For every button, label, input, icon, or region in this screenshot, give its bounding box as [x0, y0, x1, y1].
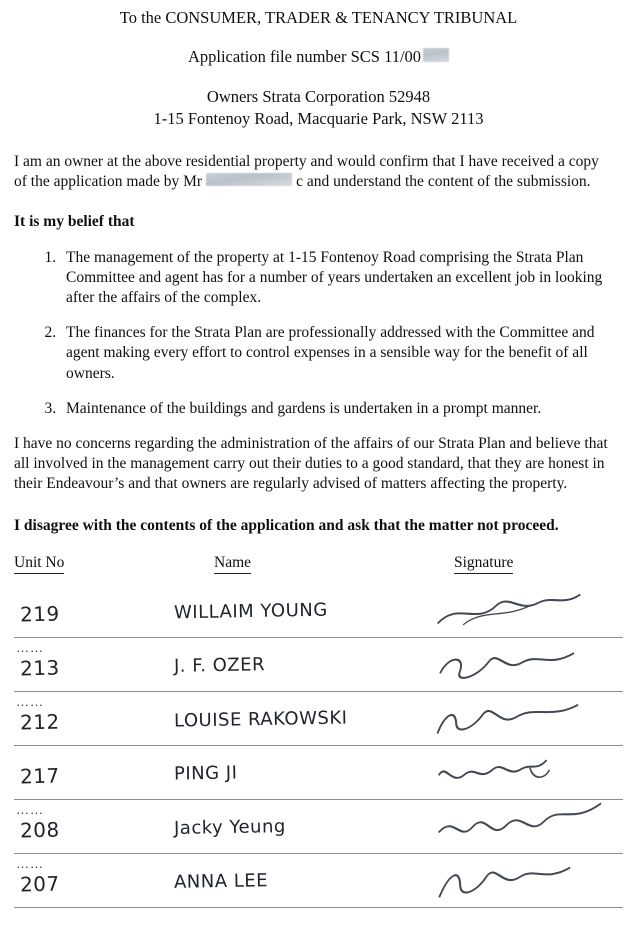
unit-number-value: 208	[19, 817, 60, 843]
unit-number-value: 219	[19, 601, 60, 627]
owner-name-value: ANNA LEE	[173, 870, 269, 894]
tribunal-addressee-heading: To the CONSUMER, TRADER & TENANCY TRIBUNAL	[119, 8, 518, 27]
unit-number-value: 213	[19, 655, 60, 681]
application-file-number-line	[0, 47, 637, 68]
belief-lead-in: It is my belief that	[14, 212, 135, 230]
column-header-signature: Signature	[454, 554, 513, 574]
row-dots: ……	[16, 856, 44, 872]
strata-corporation-heading: Owners Strata Corporation 52948	[206, 87, 431, 107]
owner-name-value: J. F. OZER	[173, 654, 266, 678]
table-row	[14, 638, 623, 692]
strata-address-heading: 1-15 Fontenoy Road, Macquarie Park, NSW 2113	[153, 108, 484, 128]
signature-mark	[433, 854, 586, 904]
list-item: 3. Maintenance of the buildings and gardens is undertaken in a prompt manner.	[60, 399, 607, 419]
signature-mark	[433, 799, 606, 853]
row-dots: ……	[16, 694, 44, 710]
table-row	[14, 854, 623, 908]
intro-paragraph-part1: I am an owner at the above residential property and would confirm that I have received a copy of the application made by Mr	[14, 152, 599, 190]
unit-number-value: 217	[19, 763, 60, 789]
signature-table-headers	[14, 554, 623, 578]
signature-mark	[433, 584, 586, 634]
signature-mark	[433, 638, 586, 688]
redaction-block-applicant-name	[206, 173, 292, 186]
row-dots: ……	[16, 802, 44, 818]
unit-number-value: 212	[19, 709, 60, 735]
column-header-name: Name	[214, 554, 251, 574]
disagreement-statement: I disagree with the contents of the application and ask that the matter not proceed.	[14, 517, 559, 535]
table-row	[14, 584, 623, 638]
signature-table	[14, 554, 623, 908]
table-row	[14, 746, 623, 800]
unit-number-value: 207	[19, 871, 60, 897]
owner-name-value: Jacky Yeung	[173, 816, 286, 840]
claims-list	[38, 248, 607, 419]
owner-name-value: WILLAIM YOUNG	[173, 600, 328, 624]
list-item: 1. The management of the property at 1-15 Fontenoy Road comprising the Strata Plan Committee and agent has for a number of years undertaken an excellent job in looking after the affairs of the complex.	[60, 248, 607, 308]
intro-paragraph	[14, 152, 613, 192]
column-header-unit: Unit No	[14, 554, 64, 574]
signature-mark	[433, 692, 586, 742]
concerns-paragraph: I have no concerns regarding the administration of the affairs of our Strata Plan and believe that all involved in the management carry out their duties to a good standard, that they are honest in their Endeavour’s and that owners are regularly advised of matters affecting the property.	[14, 434, 608, 493]
owner-name-value: PING JI	[173, 762, 238, 786]
signature-mark	[433, 746, 586, 796]
row-dots: ……	[16, 640, 44, 656]
list-item: 2. The finances for the Strata Plan are professionally addressed with the Committee and agent making every effort to control expenses in a sensible way for the benefit of all owners.	[60, 323, 607, 383]
redaction-block-file-number	[423, 48, 449, 62]
table-row	[14, 692, 623, 746]
signature-rows	[14, 584, 623, 908]
owner-name-value: LOUISE RAKOWSKI	[173, 707, 348, 732]
application-file-number-text: Application file number SCS 11/00	[187, 46, 422, 66]
intro-paragraph-part2: c and understand the content of the submission.	[296, 172, 591, 190]
table-row	[14, 800, 623, 854]
